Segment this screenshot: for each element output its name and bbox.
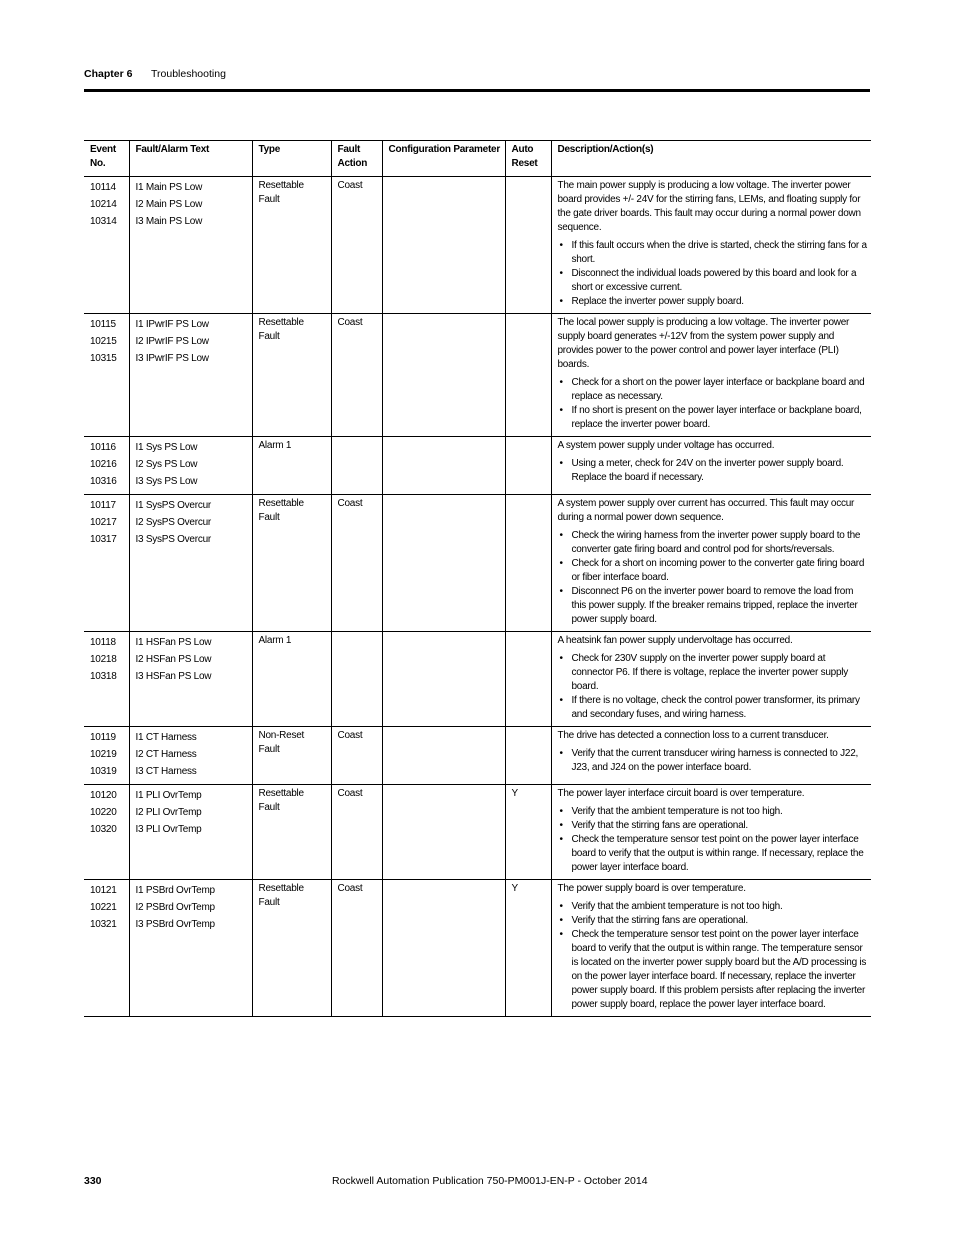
col-header-type: Type [252, 141, 331, 177]
action-bullet: • Verify that the stirring fans are operational. [559, 820, 748, 831]
config-param [382, 177, 505, 314]
event-numbers: 10118 10218 10318 [90, 637, 117, 682]
config-param [382, 727, 505, 785]
action-bullet: • Check the wiring harness from the inverter power supply board to the converter gate firing board and control pod for shorts/reversals. [559, 530, 861, 555]
action-bullet: • Verify that the current transducer wiring harness is connected to J22, J23, and J24 on the power interface board. [559, 748, 859, 773]
action-bullet: • Verify that the ambient temperature is not too high. [559, 901, 783, 912]
description: A system power supply over current has occurred. This fault may occur during a normal power down sequence. • Check the wiring harness from the inverter power supply board to the converter gate firing board and control pod for shorts/reversals. • Check for a short on incoming power to the converter gate firing board or fiber interface board. • Disconnect P6 on the inverter power board to remove the load from this power supply. If the breaker remains tripped, replace the inverter power supply board. [551, 495, 871, 632]
event-numbers: 10121 10221 10321 [90, 885, 117, 930]
fault-action: Coast [331, 314, 382, 437]
fault-action: Coast [331, 495, 382, 632]
table-row [84, 177, 871, 314]
fault-action: Coast [331, 177, 382, 314]
table-row [84, 314, 871, 437]
fault-texts: I1 Sys PS Low I2 Sys PS Low I3 Sys PS Low [129, 437, 252, 495]
fault-action: Coast [331, 880, 382, 1017]
fault-action [331, 632, 382, 727]
description: The drive has detected a connection loss to a current transducer. • Verify that the current transducer wiring harness is connected to J22, J23, and J24 on the power interface board. [551, 727, 871, 785]
fault-type: Resettable Fault [252, 314, 331, 437]
event-numbers: 10120 10220 10320 [90, 790, 117, 835]
page-number: 330 [84, 1175, 102, 1187]
description: The power supply board is over temperature. • Verify that the ambient temperature is not too high. • Verify that the stirring fans are operational. • Check the temperature sensor test point on the power layer interface board to verify that the output is within range. The temperature sensor is located on the inverter power supply board but the A/D processing is on the power layer interface board. If necessary, replace the inverter power supply board. If this problem persists after replacing the inverter power supply board, replace the power layer interface board. [551, 880, 871, 1017]
config-param [382, 314, 505, 437]
event-numbers: 10115 10215 10315 [90, 319, 117, 364]
fault-type: Resettable Fault [252, 177, 331, 314]
action-bullet: • Check for a short on incoming power to the converter gate firing board or fiber interface board. [559, 558, 865, 583]
action-bullet: • If this fault occurs when the drive is started, check the stirring fans for a short. [559, 240, 867, 265]
auto-reset [505, 495, 551, 632]
action-bullet: • Check the temperature sensor test point on the power layer interface board to verify that the output is within range. If necessary, replace the power layer interface board. [559, 834, 864, 873]
fault-texts: I1 SysPS Overcur I2 SysPS Overcur I3 SysPS Overcur [129, 495, 252, 632]
header-rule [84, 89, 870, 92]
action-bullet: • Disconnect the individual loads powered by this board and look for a short or excessive current. [559, 268, 857, 293]
description: The local power supply is producing a low voltage. The inverter power supply board generates +/-12V from the system power supply and provides power to the power control and power layer interface (PLI) boards. • Check for a short on the power layer interface or backplane board and replace as necessary. • If no short is present on the power layer interface or backplane board, replace the inverter power board. [551, 314, 871, 437]
fault-table [84, 140, 871, 1017]
action-bullet: • Replace the inverter power supply board. [559, 296, 744, 307]
description: The power layer interface circuit board is over temperature. • Verify that the ambient temperature is not too high. • Verify that the stirring fans are operational. • Check the temperature sensor test point on the power layer interface board to verify that the output is within range. If necessary, replace the power layer interface board. [551, 785, 871, 880]
table-row [84, 437, 871, 495]
action-bullet: • If there is no voltage, check the control power transformer, its primary and secondary fuses, and wiring harness. [559, 695, 860, 720]
table-row [84, 632, 871, 727]
table-row [84, 495, 871, 632]
description: A system power supply under voltage has occurred. • Using a meter, check for 24V on the inverter power supply board. Replace the board if necessary. [551, 437, 871, 495]
event-numbers: 10116 10216 10316 [90, 442, 117, 487]
section-title: Troubleshooting [151, 68, 226, 80]
event-numbers: 10119 10219 10319 [90, 732, 117, 777]
col-header-description: Description/Action(s) [551, 141, 871, 177]
table-row [84, 785, 871, 880]
fault-texts: I1 IPwrIF PS Low I2 IPwrIF PS Low I3 IPwrIF PS Low [129, 314, 252, 437]
chapter-label: Chapter 6 [84, 68, 133, 80]
fault-action: Coast [331, 785, 382, 880]
event-numbers: 10114 10214 10314 [90, 182, 117, 227]
fault-type: Non-Reset Fault [252, 727, 331, 785]
description: The main power supply is producing a low voltage. The inverter power board provides +/- 24V for the stirring fans, LEMs, and floating supply for the gate driver boards. This fault may occur during a normal power down sequence. • If this fault occurs when the drive is started, check the stirring fans for a short. • Disconnect the individual loads powered by this board and look for a short or excessive current. • Replace the inverter power supply board. [551, 177, 871, 314]
auto-reset [505, 314, 551, 437]
fault-type: Alarm 1 [252, 632, 331, 727]
auto-reset [505, 177, 551, 314]
config-param [382, 437, 505, 495]
fault-type: Resettable Fault [252, 880, 331, 1017]
action-bullet: • Check the temperature sensor test point on the power layer interface board to verify that the output is within range. The temperature sensor is located on the inverter power supply board but the A/D processing is on the power layer interface board. If necessary, replace the inverter power supply board. If this problem persists after replacing the inverter power supply board, replace the power layer interface board. [559, 929, 867, 1010]
table-row [84, 880, 871, 1017]
action-bullet: • If no short is present on the power layer interface or backplane board, replace the inverter power board. [559, 405, 862, 430]
fault-texts: I1 PLI OvrTemp I2 PLI OvrTemp I3 PLI OvrTemp [129, 785, 252, 880]
fault-type: Alarm 1 [252, 437, 331, 495]
fault-texts: I1 CT Harness I2 CT Harness I3 CT Harness [129, 727, 252, 785]
action-bullet: • Verify that the stirring fans are operational. [559, 915, 748, 926]
col-header-param: Configuration Parameter [382, 141, 505, 177]
action-bullet: • Check for a short on the power layer interface or backplane board and replace as necessary. [559, 377, 865, 402]
fault-type: Resettable Fault [252, 785, 331, 880]
fault-type: Resettable Fault [252, 495, 331, 632]
auto-reset [505, 632, 551, 727]
fault-action: Coast [331, 727, 382, 785]
publication-info: Rockwell Automation Publication 750-PM001J-EN-P - October 2014 [332, 1175, 648, 1187]
config-param [382, 495, 505, 632]
col-header-auto-reset: Auto Reset [505, 141, 551, 177]
config-param [382, 632, 505, 727]
auto-reset: Y [505, 880, 551, 1017]
description: A heatsink fan power supply undervoltage has occurred. • Check for 230V supply on the inverter power supply board at connector P6. If there is voltage, replace the inverter power supply board. • If there is no voltage, check the control power transformer, its primary and secondary fuses, and wiring harness. [551, 632, 871, 727]
auto-reset [505, 727, 551, 785]
fault-action [331, 437, 382, 495]
action-bullet: • Using a meter, check for 24V on the inverter power supply board. Replace the board if necessary. [559, 458, 844, 483]
table-header-row [84, 141, 871, 177]
auto-reset: Y [505, 785, 551, 880]
col-header-text: Fault/Alarm Text [129, 141, 252, 177]
config-param [382, 785, 505, 880]
config-param [382, 880, 505, 1017]
col-header-event: Event No. [90, 144, 116, 169]
action-bullet: • Verify that the ambient temperature is not too high. [559, 806, 783, 817]
table-row [84, 727, 871, 785]
col-header-action: Fault Action [331, 141, 382, 177]
action-bullet: • Disconnect P6 on the inverter power board to remove the load from this power supply. If the breaker remains tripped, replace the inverter power supply board. [559, 586, 858, 625]
event-numbers: 10117 10217 10317 [90, 500, 117, 545]
auto-reset [505, 437, 551, 495]
action-bullet: • Check for 230V supply on the inverter power supply board at connector P6. If there is voltage, replace the inverter power supply board. [559, 653, 848, 692]
page-header [84, 67, 870, 81]
fault-texts: I1 HSFan PS Low I2 HSFan PS Low I3 HSFan PS Low [129, 632, 252, 727]
fault-texts: I1 PSBrd OvrTemp I2 PSBrd OvrTemp I3 PSBrd OvrTemp [129, 880, 252, 1017]
fault-texts: I1 Main PS Low I2 Main PS Low I3 Main PS Low [129, 177, 252, 314]
